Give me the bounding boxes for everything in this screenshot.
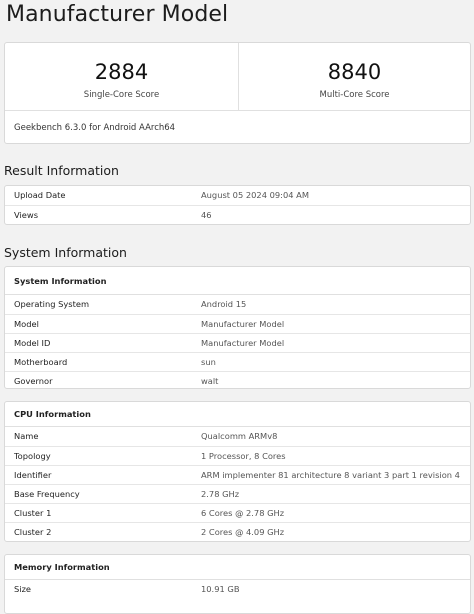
row-value: 10.91 GB bbox=[201, 584, 240, 594]
row-key: Views bbox=[14, 210, 39, 220]
table-row bbox=[5, 446, 470, 465]
score-divider bbox=[5, 110, 470, 111]
table-row bbox=[5, 484, 470, 503]
page-title: Manufacturer Model bbox=[6, 2, 229, 27]
row-key: Upload Date bbox=[14, 190, 66, 200]
row-key: Name bbox=[14, 431, 39, 441]
row-key: Model bbox=[14, 319, 39, 329]
row-value: August 05 2024 09:04 AM bbox=[201, 190, 310, 200]
single-core-score bbox=[5, 43, 239, 110]
result-information-card bbox=[4, 185, 471, 225]
table-row bbox=[5, 427, 470, 446]
row-key: Operating System bbox=[14, 299, 90, 309]
table-row bbox=[5, 295, 470, 314]
row-value: Manufacturer Model bbox=[201, 319, 285, 329]
cpu-information-card bbox=[4, 401, 471, 542]
memory-information-card bbox=[4, 554, 471, 614]
row-key: Base Frequency bbox=[14, 489, 80, 499]
multi-core-score-value: 8840 bbox=[327, 60, 382, 84]
system-card-header: System Information bbox=[5, 267, 470, 295]
row-value: Android 15 bbox=[201, 299, 247, 309]
row-value: 2 Cores @ 4.09 GHz bbox=[201, 527, 285, 537]
single-core-score-label: Single-Core Score bbox=[83, 90, 160, 100]
row-key: Model ID bbox=[14, 338, 51, 348]
score-card bbox=[4, 42, 471, 144]
row-key: Size bbox=[14, 584, 32, 594]
row-value: Qualcomm ARMv8 bbox=[201, 431, 278, 441]
multi-core-score-label: Multi-Core Score bbox=[319, 90, 390, 100]
row-value: 46 bbox=[201, 210, 212, 220]
table-row bbox=[5, 352, 470, 371]
table-row bbox=[5, 205, 470, 224]
table-row bbox=[5, 371, 470, 390]
row-value: Manufacturer Model bbox=[201, 338, 285, 348]
system-information-heading: System Information bbox=[4, 245, 127, 260]
row-value: sun bbox=[201, 357, 216, 367]
benchmark-version: Geekbench 6.3.0 for Android AArch64 bbox=[14, 123, 176, 133]
row-key: Identifier bbox=[14, 470, 52, 480]
table-row bbox=[5, 465, 470, 484]
row-key: Governor bbox=[14, 376, 53, 386]
row-key: Motherboard bbox=[14, 357, 68, 367]
row-value: 2.78 GHz bbox=[201, 489, 240, 499]
system-information-card bbox=[4, 266, 471, 389]
row-key: Cluster 2 bbox=[14, 527, 52, 537]
row-value: 6 Cores @ 2.78 GHz bbox=[201, 508, 285, 518]
memory-card-header: Memory Information bbox=[5, 555, 470, 580]
table-row bbox=[5, 503, 470, 522]
table-row bbox=[5, 333, 470, 352]
row-key: Cluster 1 bbox=[14, 508, 52, 518]
table-row bbox=[5, 314, 470, 333]
single-core-score-value: 2884 bbox=[94, 60, 149, 84]
row-value: 1 Processor, 8 Cores bbox=[201, 451, 286, 461]
cpu-card-header: CPU Information bbox=[5, 402, 470, 427]
result-information-heading: Result Information bbox=[4, 163, 119, 178]
table-row bbox=[5, 522, 470, 541]
table-row bbox=[5, 580, 470, 599]
row-value: walt bbox=[201, 376, 219, 386]
multi-core-score bbox=[238, 43, 471, 110]
row-key: Topology bbox=[14, 451, 51, 461]
table-row bbox=[5, 186, 470, 205]
row-value: ARM implementer 81 architecture 8 variant 3 part 1 revision 4 bbox=[201, 470, 460, 480]
